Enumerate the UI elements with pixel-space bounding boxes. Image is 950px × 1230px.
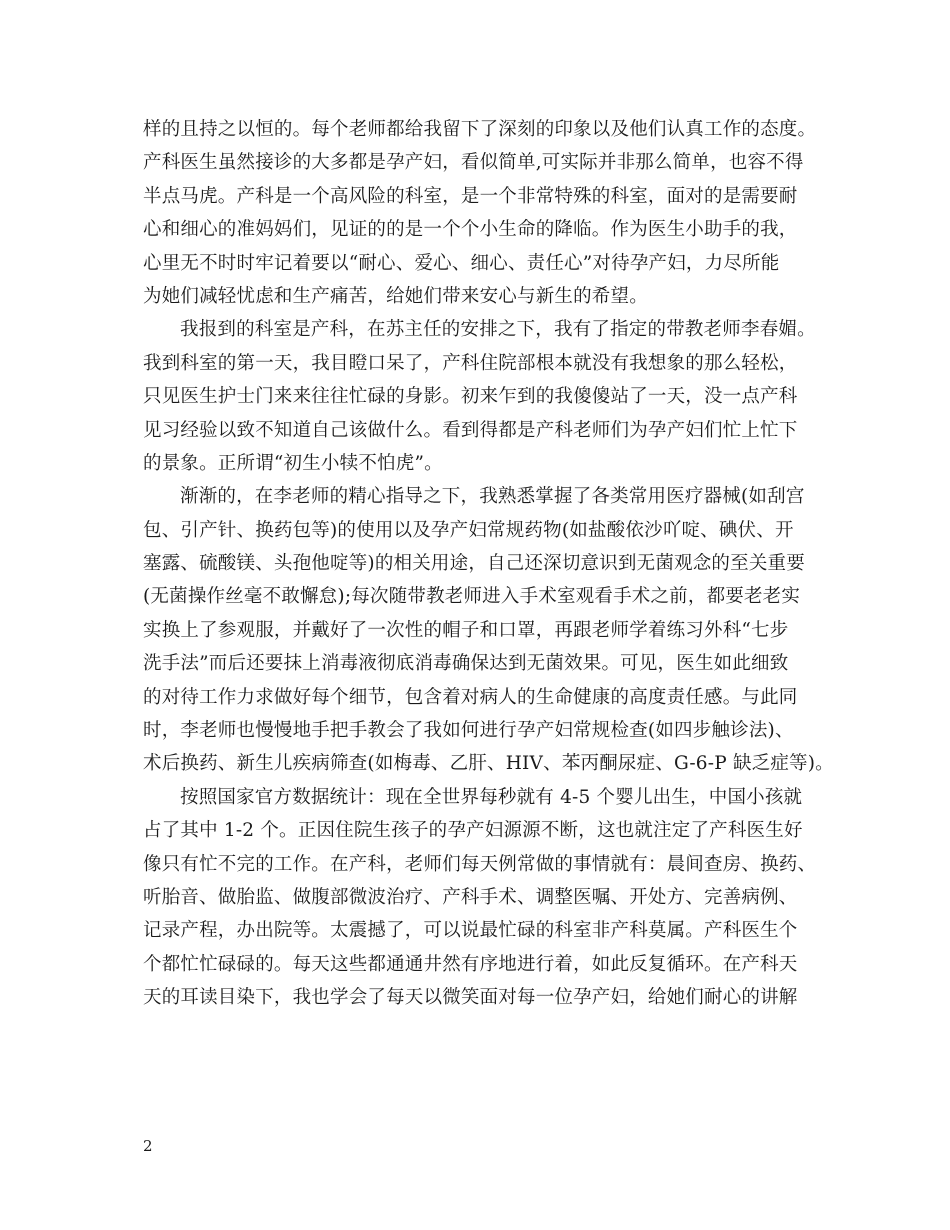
- text-line: 见习经验以致不知道自己该做什么。看到得都是产科老师们为孕产妇们忙上忙下: [143, 419, 798, 441]
- text-line: 半点马虎。产科是一个高风险的科室，是一个非常特殊的科室，面对的是需要耐: [143, 185, 798, 207]
- text-line: 天的耳读目染下，我也学会了每天以微笑面对每一位孕产妇，给她们耐心的讲解: [143, 987, 798, 1009]
- text-line: 洗手法”而后还要抹上消毒液彻底消毒确保达到无菌效果。可见，医生如此细致: [143, 653, 789, 675]
- text-line: 像只有忙不完的工作。在产科，老师们每天例常做的事情就有：晨间查房、换药、: [143, 853, 817, 875]
- text-line: 我到科室的第一天，我目瞪口呆了，产科住院部根本就没有我想象的那么轻松，: [143, 352, 798, 374]
- text-line: 记录产程，办出院等。太震撼了，可以说最忙碌的科室非产科莫属。产科医生个: [143, 920, 798, 942]
- text-line: 产科医生虽然接诊的大多都是孕产妇，看似简单,可实际并非那么简单，也容不得: [143, 152, 804, 174]
- text-line: 的景象。正所谓“初生小犊不怕虎”。: [143, 452, 443, 474]
- text-line: 听胎音、做胎监、做腹部微波治疗、产科手术、调整医嘱、开处方、完善病例、: [143, 886, 798, 908]
- text-line: 心和细心的准妈妈们，见证的的是一个个小生命的降临。作为医生小助手的我，: [143, 219, 798, 241]
- page-number: 2: [143, 1137, 153, 1155]
- text-line: 占了其中 1-2 个。正因住院生孩子的孕产妇源源不断，这也就注定了产科医生好: [143, 820, 803, 842]
- text-line: 包、引产针、换药包等)的使用以及孕产妇常规药物(如盐酸依沙吖啶、碘伏、开: [143, 519, 794, 541]
- text-line: 渐渐的，在李老师的精心指导之下，我熟悉掌握了各类常用医疗器械(如刮宫: [180, 486, 805, 508]
- text-line: 按照国家官方数据统计：现在全世界每秒就有 4-5 个婴儿出生，中国小孩就: [180, 786, 803, 808]
- text-line: 只见医生护士门来来往往忙碌的身影。初来乍到的我傻傻站了一天，没一点产科: [143, 386, 798, 408]
- text-line: 为她们减轻忧虑和生产痛苦，给她们带来安心与新生的希望。: [143, 285, 648, 307]
- text-line: 样的且持之以恒的。每个老师都给我留下了深刻的印象以及他们认真工作的态度。: [143, 119, 817, 140]
- text-line: 个都忙忙碌碌的。每天这些都通通井然有序地进行着，如此反复循环。在产科天: [143, 953, 798, 975]
- text-line: 时，李老师也慢慢地手把手教会了我如何进行孕产妇常规检查(如四步触诊法)、: [143, 720, 794, 742]
- text-line: 术后换药、新生儿疾病筛查(如梅毒、乙肝、HIV、苯丙酮尿症、G-6-P 缺乏症等)。: [143, 753, 834, 775]
- text-line: 我报到的科室是产科，在苏主任的安排之下，我有了指定的带教老师李春媚。: [180, 319, 816, 341]
- text-line: (无菌操作丝毫不敢懈怠);每次随带教老师进入手术室观看手术之前，都要老老实: [143, 586, 801, 608]
- text-line: 实换上了参观服，并戴好了一次性的帽子和口罩，再跟老师学着练习外科“七步: [143, 619, 789, 641]
- document-body: [143, 113, 834, 1015]
- text-line: 塞露、硫酸镁、头孢他啶等)的相关用途，自己还深切意识到无菌观念的至关重要: [143, 553, 805, 575]
- text-line: 的对待工作力求做好每个细节，包含着对病人的生命健康的高度责任感。与此同: [143, 686, 798, 708]
- text-line: 心里无不时时牢记着要以“耐心、爱心、细心、责任心”对待孕产妇，力尽所能: [143, 252, 780, 274]
